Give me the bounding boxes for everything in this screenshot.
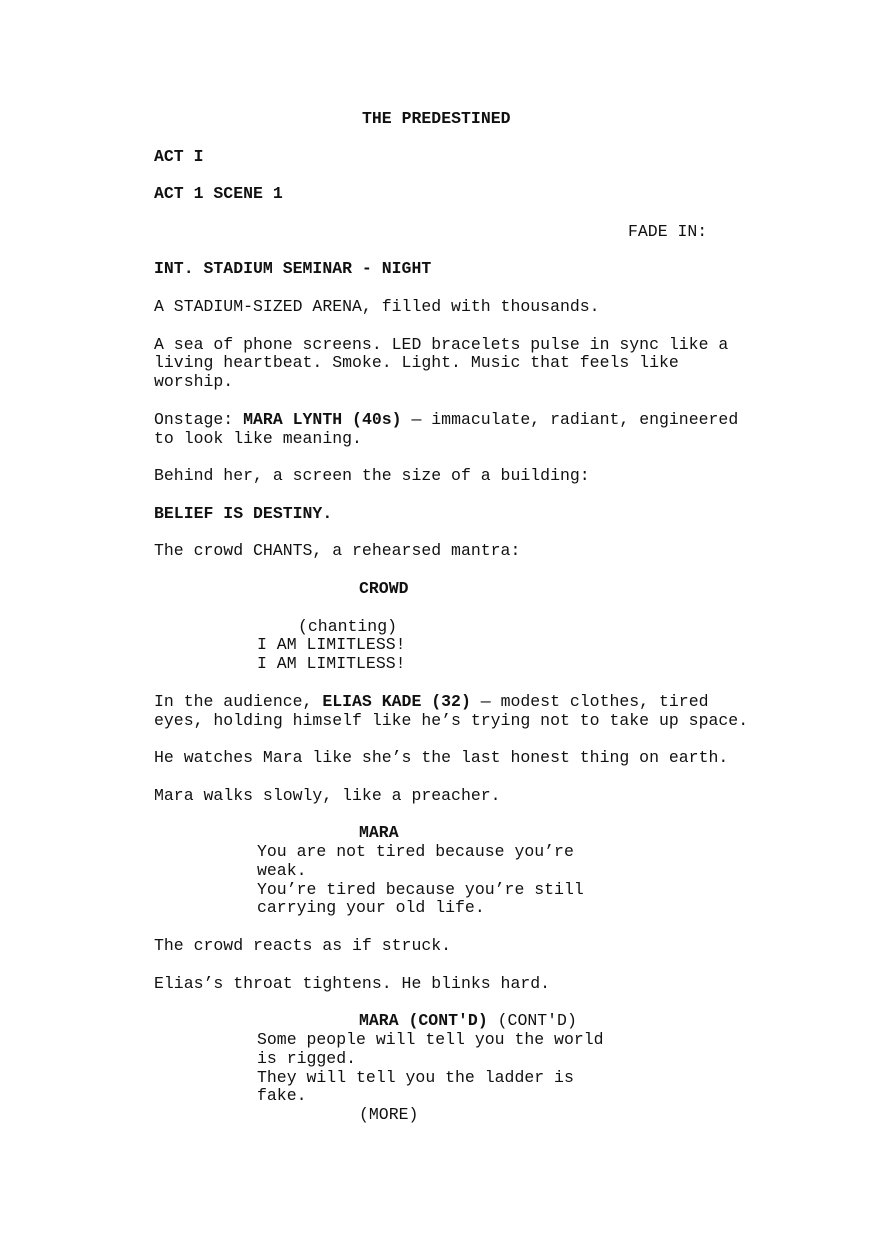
act-heading: ACT I xyxy=(154,146,204,166)
more-marker: (MORE) xyxy=(359,1105,419,1125)
character-name: CROWD xyxy=(359,578,409,598)
character-intro: ELIAS KADE (32) xyxy=(322,691,471,711)
dialogue-line: I AM LIMITLESS! xyxy=(257,635,406,655)
screenplay-page xyxy=(0,110,872,1144)
character-intro: MARA LYNTH (40s) xyxy=(243,409,402,429)
script-title: THE PREDESTINED xyxy=(362,109,511,128)
action-line: Elias’s throat tightens. He blinks hard. xyxy=(154,973,551,993)
parenthetical: (chanting) xyxy=(298,616,398,636)
dialogue: Some people will tell you the world is rigged. They will tell you the ladder is fake. xyxy=(257,1030,604,1106)
action-line xyxy=(0,693,754,731)
action-line: Behind her, a screen the size of a building: xyxy=(154,466,590,486)
slugline: INT. STADIUM SEMINAR - NIGHT xyxy=(154,259,432,279)
action-text: — immaculate, radiant, engineered to look like meaning. xyxy=(154,409,749,448)
scene-heading: ACT 1 SCENE 1 xyxy=(154,184,283,204)
action-text: In the audience, xyxy=(154,691,323,711)
action-text: — modest clothes, tired eyes, holding himself like he’s trying not to take up space. xyxy=(154,691,749,730)
character-name: MARA xyxy=(359,823,399,843)
action-line: The crowd CHANTS, a rehearsed mantra: xyxy=(154,541,521,561)
action-line: Mara walks slowly, like a preacher. xyxy=(154,785,501,805)
action-line: A sea of phone screens. LED bracelets pulse in sync like a living heartbeat. Smoke. Light. Music that feels like worship. xyxy=(154,334,739,392)
transition: FADE IN: xyxy=(628,221,708,241)
action-line: A STADIUM-SIZED ARENA, filled with thousands. xyxy=(154,296,600,316)
action-text: Onstage: xyxy=(154,409,244,429)
action-line: He watches Mara like she’s the last honest thing on earth. xyxy=(154,748,729,768)
action-line xyxy=(0,411,754,449)
dialogue: You are not tired because you’re weak. You’re tired because you’re still carrying your old life. xyxy=(257,842,584,918)
character-extension: (CONT'D) xyxy=(487,1011,577,1031)
dialogue-line: I AM LIMITLESS! xyxy=(257,654,406,674)
character-name-text: MARA (CONT'D) xyxy=(359,1011,488,1031)
character-name xyxy=(0,1012,872,1031)
action-line: The crowd reacts as if struck. xyxy=(154,936,452,956)
action-line: BELIEF IS DESTINY. xyxy=(154,503,333,523)
